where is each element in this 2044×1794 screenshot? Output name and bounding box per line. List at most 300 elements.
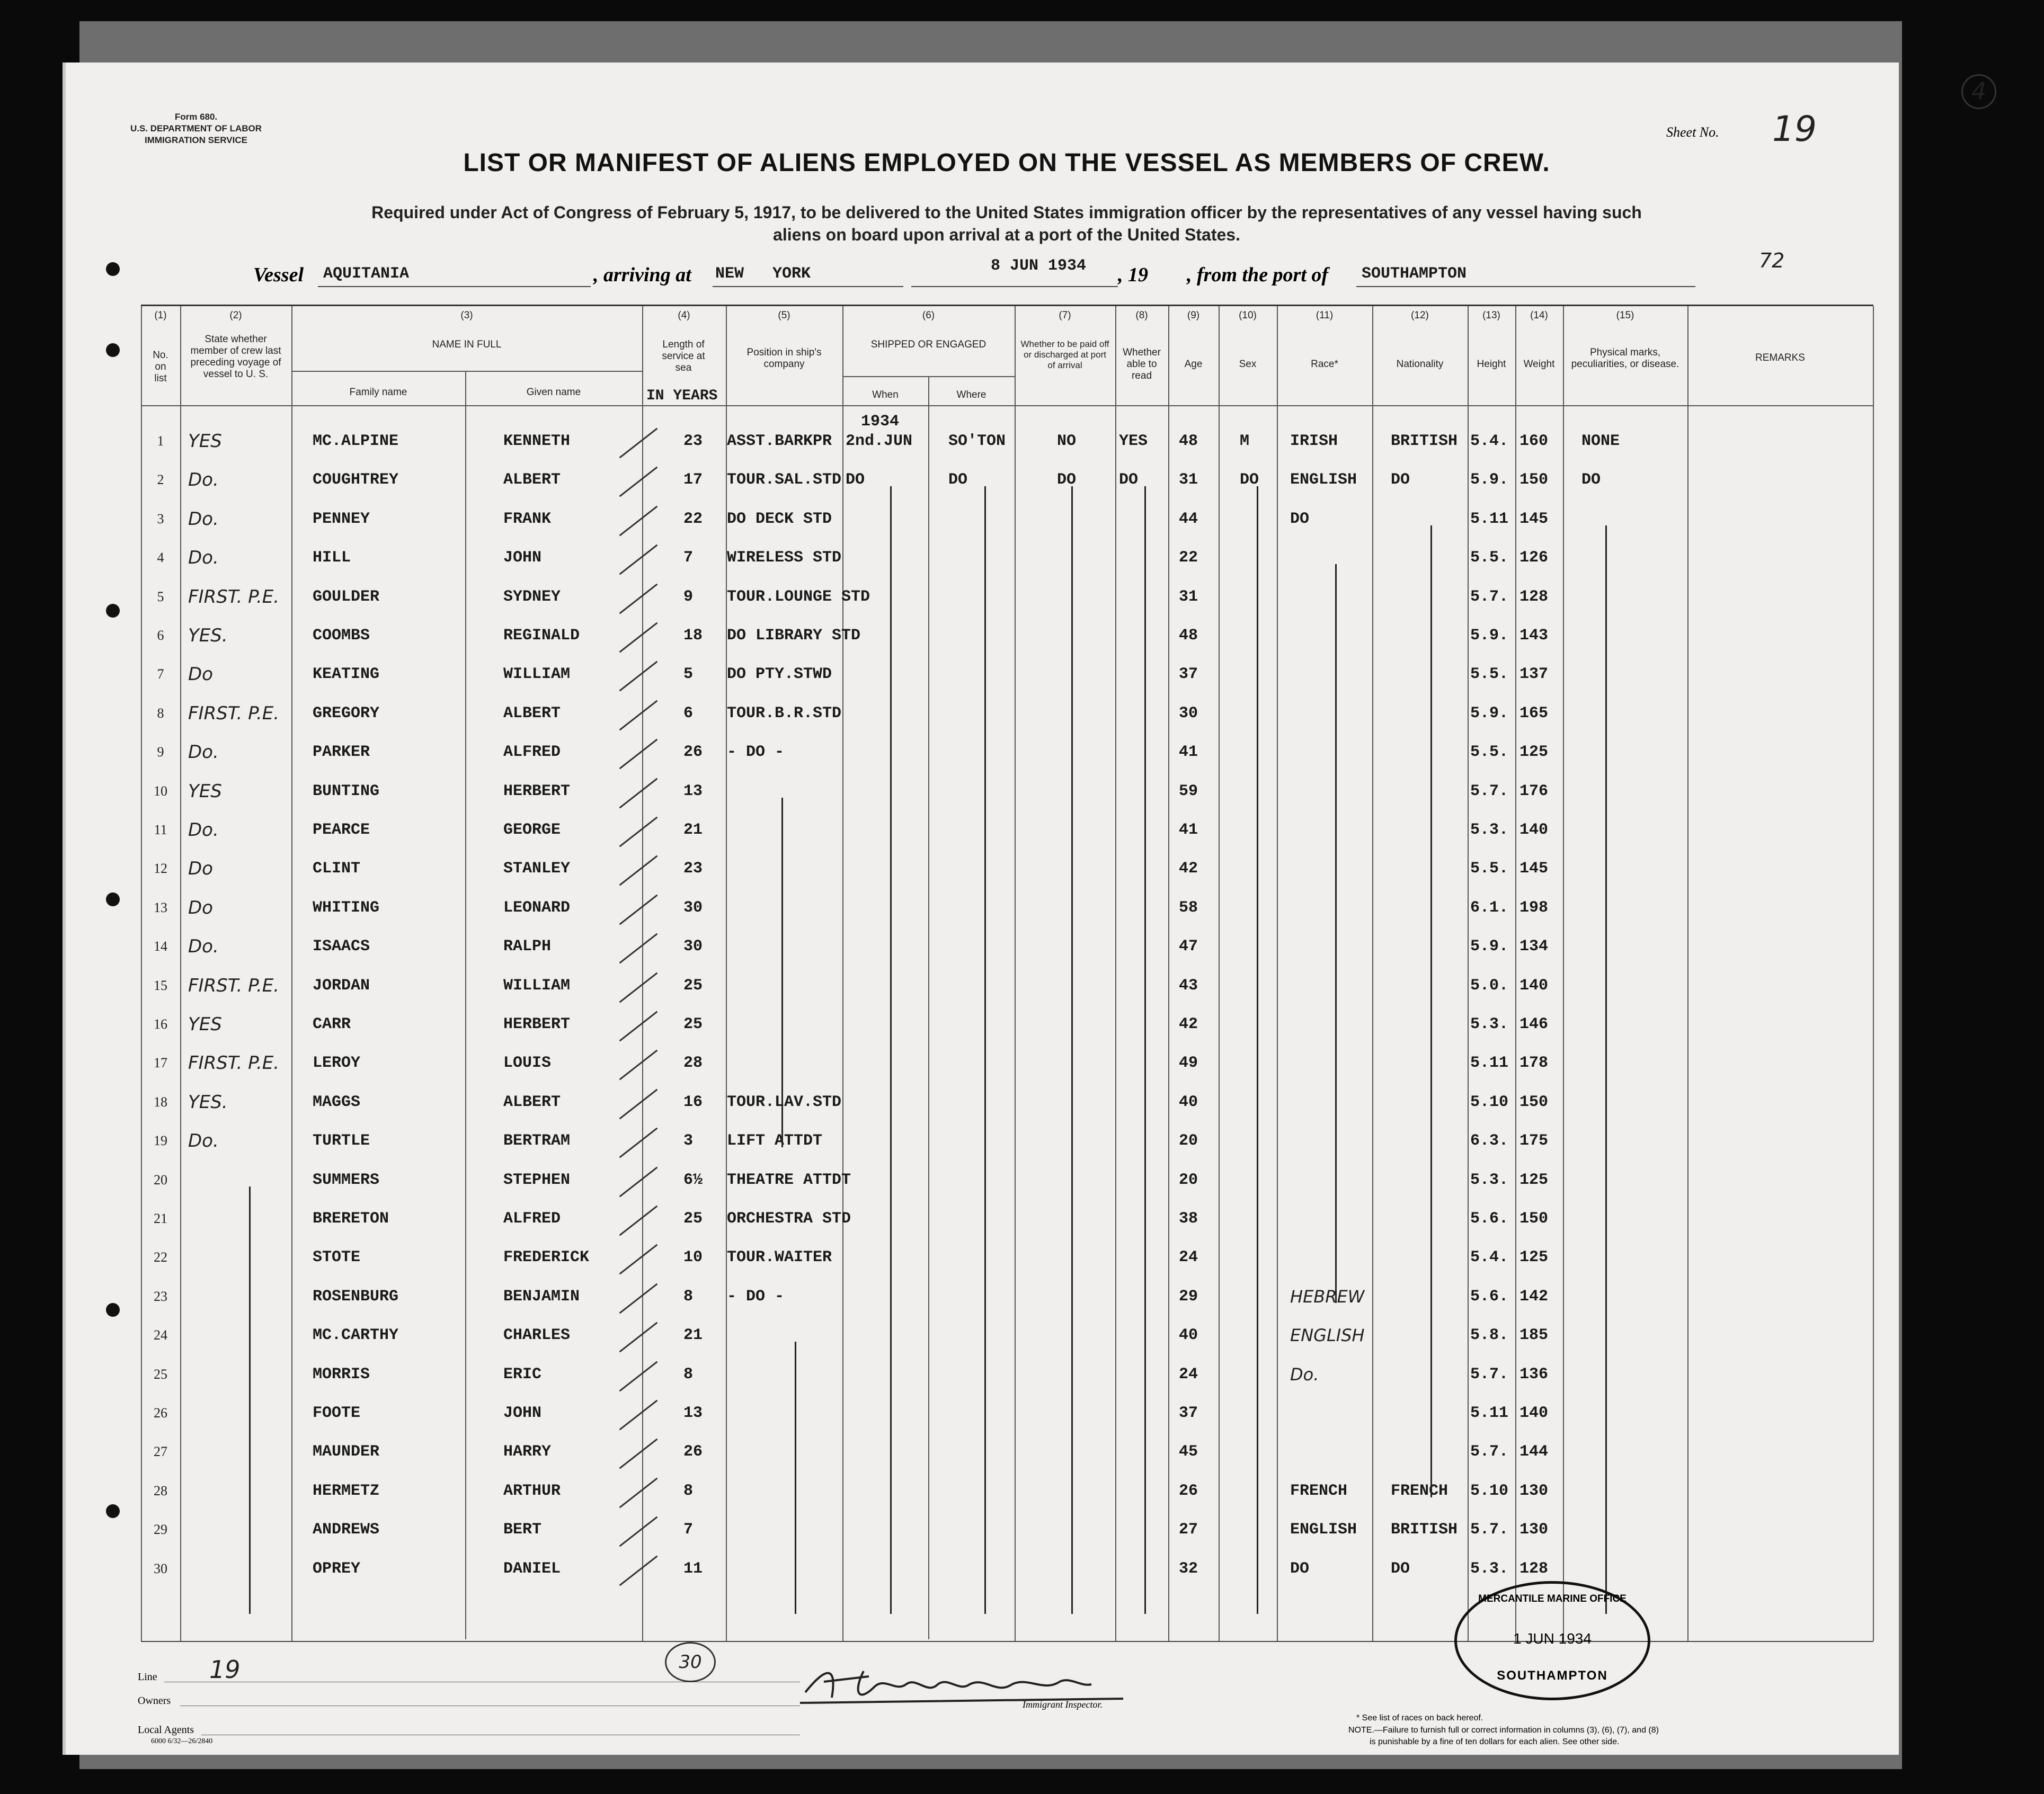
cell-weight: 125 [1519, 743, 1549, 762]
cell-age: 20 [1179, 1171, 1198, 1189]
cell-no: 8 [157, 705, 164, 721]
cell-years: 6½ [683, 1171, 703, 1189]
cell-family: WHITING [313, 898, 380, 917]
cell-height: 6.3. [1470, 1132, 1509, 1150]
cell-position: DO DECK STD [727, 510, 832, 528]
header-rule [141, 405, 1873, 406]
cell-when-year: 1934 [861, 413, 900, 431]
table-row [0, 774, 2044, 811]
cell-family: FOOTE [313, 1404, 361, 1422]
cell-family: ISAACS [313, 938, 370, 956]
cell-years: 26 [683, 1443, 703, 1461]
cell-race: DO [1290, 1559, 1310, 1578]
cell-weight: 140 [1519, 976, 1549, 995]
table-row [0, 1318, 2044, 1355]
table-row [0, 968, 2044, 1005]
cell-family: LEROY [313, 1054, 361, 1073]
shipped-header-rule [842, 376, 1015, 377]
col-num: (2) [229, 310, 242, 321]
cell-years: 8 [683, 1481, 694, 1500]
table-row [0, 1357, 2044, 1394]
ditto-line [795, 1342, 796, 1614]
cell-no: 11 [154, 822, 167, 837]
table-row [0, 1279, 2044, 1316]
cell-family: COUGHTREY [313, 471, 399, 489]
cell-nat: DO [1391, 1559, 1410, 1578]
cell-age: 44 [1179, 510, 1198, 528]
cell-height: 5.5. [1470, 549, 1509, 567]
cell-sex: M [1240, 432, 1250, 450]
cell-given: WILLIAM [503, 976, 571, 995]
cell-family: COOMBS [313, 627, 370, 645]
punch-hole [106, 343, 120, 357]
cell-paid: NO [1057, 432, 1077, 450]
cell-position: TOUR.LAV.STD [727, 1093, 842, 1111]
cell-height: 5.5. [1470, 860, 1509, 878]
cell-where: SO'TON [948, 432, 1006, 450]
cell-paid: DO [1057, 471, 1077, 489]
cell-no: 27 [154, 1444, 167, 1460]
cell-nat: BRITISH [1391, 432, 1458, 450]
stamp-top-text: MERCANTILE MARINE OFFICE [1478, 1593, 1627, 1604]
cell-race: FRENCH [1290, 1481, 1348, 1500]
cell-family: PEARCE [313, 821, 370, 839]
inspector-label: Immigrant Inspector. [1023, 1699, 1103, 1710]
cell-age: 41 [1179, 743, 1198, 762]
cell-no: 5 [157, 588, 164, 604]
cell-years: 11 [683, 1559, 703, 1578]
cell-weight: 150 [1519, 1093, 1549, 1111]
table-row [0, 462, 2044, 499]
cell-height: 5.11 [1470, 510, 1509, 528]
cell-nat: BRITISH [1391, 1521, 1458, 1539]
cell-family: HERMETZ [313, 1481, 380, 1500]
cell-age: 40 [1179, 1326, 1198, 1345]
cell-family: ROSENBURG [313, 1287, 399, 1306]
cell-height: 5.5. [1470, 665, 1509, 684]
col-num: (6) [922, 310, 935, 321]
circled-count: 30 [665, 1642, 716, 1682]
cell-position: ASST.BARKPR [727, 432, 832, 450]
col-header-age: Age [1184, 359, 1203, 370]
cell-race: ENGLISH [1290, 471, 1357, 489]
cell-weight: 137 [1519, 665, 1549, 684]
cell-years: 21 [683, 1326, 703, 1345]
cell-height: 5.3. [1470, 1171, 1509, 1189]
table-row [0, 851, 2044, 888]
cell-family: GREGORY [313, 704, 380, 722]
col-header-family: Family name [349, 387, 407, 398]
cell-years: 6 [683, 704, 694, 722]
cell-given: HARRY [503, 1443, 552, 1461]
cell-family: SUMMERS [313, 1171, 380, 1189]
cell-weight: 126 [1519, 549, 1549, 567]
col-header-shipped: SHIPPED OR ENGAGED [870, 339, 987, 350]
cell-given: JOHN [503, 549, 542, 567]
cell-weight: 175 [1519, 1132, 1549, 1150]
ditto-line [890, 486, 892, 1614]
vessel-name: AQUITANIA [323, 265, 410, 283]
cell-race: ENGLISH [1290, 1521, 1357, 1539]
table-row [0, 540, 2044, 577]
arriving-label: , arriving at [593, 264, 691, 286]
cell-given: HERBERT [503, 782, 571, 800]
col-header-marks: Physical marks, peculiarities, or disease. [1571, 347, 1679, 370]
cell-no: 15 [154, 977, 167, 993]
cell-weight: 160 [1519, 432, 1549, 450]
cell-given: ARTHUR [503, 1481, 561, 1500]
cell-height: 5.9. [1470, 704, 1509, 722]
department-name: U.S. DEPARTMENT OF LABOR [130, 123, 262, 133]
mercantile-marine-stamp [1454, 1581, 1650, 1700]
col-num: (3) [460, 310, 473, 321]
cell-given: LEONARD [503, 898, 571, 917]
cell-age: 43 [1179, 976, 1198, 995]
ditto-line [781, 798, 783, 1148]
table-row [0, 735, 2044, 772]
cell-family: MC.CARTHY [313, 1326, 399, 1345]
cell-age: 30 [1179, 704, 1198, 722]
cell-age: 20 [1179, 1132, 1198, 1150]
table-row [0, 696, 2044, 733]
table-row [0, 1201, 2044, 1238]
cell-no: 6 [157, 628, 164, 643]
cell-position: DO PTY.STWD [727, 665, 832, 684]
col-header-units: IN YEARS [646, 388, 718, 404]
cell-given: STANLEY [503, 860, 571, 878]
cell-age: 45 [1179, 1443, 1198, 1461]
cell-height: 5.8. [1470, 1326, 1509, 1345]
cell-weight: 128 [1519, 587, 1549, 606]
cell-weight: 134 [1519, 938, 1549, 956]
cell-family: OPREY [313, 1559, 361, 1578]
col-header-where: Where [956, 389, 987, 400]
cell-weight: 136 [1519, 1365, 1549, 1384]
cell-crew: Do. [188, 1130, 219, 1152]
cell-no: 7 [157, 666, 164, 682]
cell-height: 5.7. [1470, 782, 1509, 800]
col-num: (9) [1187, 310, 1200, 321]
cell-age: 27 [1179, 1521, 1198, 1539]
cell-family: CARR [313, 1015, 351, 1033]
subtitle-line-1: Required under Act of Congress of February 5, 1917, to be delivered to the United States immigration officer by the representatives of any vessel having such [371, 203, 1642, 222]
cell-height: 5.0. [1470, 976, 1509, 995]
cell-family: GOULDER [313, 587, 380, 606]
cell-height: 5.7. [1470, 1443, 1509, 1461]
table-row [0, 1163, 2044, 1200]
cell-height: 5.4. [1470, 1248, 1509, 1267]
cell-weight: 140 [1519, 821, 1549, 839]
cell-weight: 142 [1519, 1287, 1549, 1306]
table-row [0, 579, 2044, 617]
punch-hole [106, 262, 120, 276]
cell-no: 14 [154, 939, 167, 954]
cell-weight: 176 [1519, 782, 1549, 800]
races-note: * See list of races on back hereof. [1356, 1713, 1483, 1722]
cell-position: LIFT ATTDT [727, 1132, 823, 1150]
cell-family: BUNTING [313, 782, 380, 800]
cell-when: 2nd.JUN [846, 432, 913, 450]
corner-mark: 72 [1759, 249, 1785, 272]
cell-height: 5.9. [1470, 938, 1509, 956]
cell-position: TOUR.LOUNGE STD [727, 587, 870, 606]
cell-given: REGINALD [503, 627, 580, 645]
table-row [0, 1396, 2044, 1433]
cell-age: 49 [1179, 1054, 1198, 1073]
form-number: Form 680. [174, 112, 218, 122]
form-id-block [119, 111, 273, 146]
cell-no: 28 [154, 1483, 167, 1498]
subtitle-line-2: aliens on board upon arrival at a port of the United States. [773, 225, 1240, 244]
table-row [0, 618, 2044, 655]
cell-no: 2 [157, 472, 164, 488]
cell-crew: FIRST. P.E. [188, 702, 280, 724]
ditto-line [1257, 486, 1258, 1614]
col-num: (11) [1316, 310, 1334, 321]
cell-age: 42 [1179, 1015, 1198, 1033]
cell-no: 21 [154, 1211, 167, 1226]
line-value: 19 [209, 1655, 241, 1684]
cell-position: ORCHESTRA STD [727, 1210, 851, 1228]
col-header-no: No. on list [153, 350, 168, 384]
cell-family: STOTE [313, 1248, 361, 1267]
cell-years: 7 [683, 549, 694, 567]
cell-years: 10 [683, 1248, 703, 1267]
cell-age: 37 [1179, 665, 1198, 684]
name-header-rule [291, 371, 642, 372]
cell-age: 26 [1179, 1481, 1198, 1500]
cell-given: RALPH [503, 938, 552, 956]
cell-crew: Do [188, 664, 213, 685]
cell-crew: FIRST. P.E. [188, 975, 280, 996]
cell-no: 26 [154, 1405, 167, 1421]
cell-years: 16 [683, 1093, 703, 1111]
cell-weight: 125 [1519, 1171, 1549, 1189]
cell-no: 1 [157, 433, 164, 449]
cell-given: BERTRAM [503, 1132, 571, 1150]
cell-family: MAGGS [313, 1093, 361, 1111]
cell-weight: 150 [1519, 471, 1549, 489]
cell-years: 25 [683, 1015, 703, 1033]
cell-where: DO [948, 471, 968, 489]
cell-crew: YES [188, 1014, 222, 1035]
col-num: (7) [1059, 310, 1071, 321]
cell-crew: Do. [188, 547, 219, 569]
cell-family: TURTLE [313, 1132, 370, 1150]
arrival-port: NEW YORK [715, 265, 811, 283]
cell-years: 23 [683, 432, 703, 450]
cell-age: 22 [1179, 549, 1198, 567]
cell-years: 25 [683, 1210, 703, 1228]
cell-crew: Do [188, 897, 213, 918]
cell-given: ERIC [503, 1365, 542, 1384]
cell-years: 13 [683, 782, 703, 800]
cell-age: 48 [1179, 432, 1198, 450]
cell-height: 5.10 [1470, 1093, 1509, 1111]
cell-crew: YES [188, 780, 222, 802]
cell-years: 30 [683, 938, 703, 956]
cell-weight: 145 [1519, 860, 1549, 878]
cell-family: KEATING [313, 665, 380, 684]
ditto-line [1144, 486, 1146, 1614]
ditto-line [1335, 564, 1337, 1303]
cell-race: HEBREW [1290, 1286, 1365, 1307]
table-row [0, 1512, 2044, 1549]
cell-family: CLINT [313, 860, 361, 878]
cell-weight: 128 [1519, 1559, 1549, 1578]
cell-family: MAUNDER [313, 1443, 380, 1461]
cell-position: TOUR.SAL.STD [727, 471, 842, 489]
cell-height: 5.3. [1470, 1015, 1509, 1033]
cell-height: 5.10 [1470, 1481, 1509, 1500]
cell-crew: Do [188, 858, 213, 880]
cell-age: 37 [1179, 1404, 1198, 1422]
col-header-sex: Sex [1239, 359, 1257, 370]
cell-no: 18 [154, 1094, 167, 1110]
line-label: Line [138, 1671, 157, 1683]
col-header-read: Whether able to read [1123, 347, 1161, 381]
cell-crew: FIRST. P.E. [188, 586, 280, 608]
cell-given: STEPHEN [503, 1171, 571, 1189]
sheet-number: 19 [1772, 109, 1817, 149]
table-row [0, 657, 2044, 694]
cell-weight: 198 [1519, 898, 1549, 917]
cell-no: 20 [154, 1172, 167, 1188]
table-row [0, 1085, 2044, 1122]
cell-weight: 165 [1519, 704, 1549, 722]
table-row [0, 813, 2044, 850]
departure-port: SOUTHAMPTON [1362, 265, 1467, 283]
cell-years: 21 [683, 821, 703, 839]
cell-years: 28 [683, 1054, 703, 1073]
cell-no: 13 [154, 899, 167, 915]
cell-given: GEORGE [503, 821, 561, 839]
cell-height: 5.6. [1470, 1210, 1509, 1228]
cell-years: 22 [683, 510, 703, 528]
col-num: (4) [678, 310, 690, 321]
agents-label: Local Agents [138, 1724, 194, 1736]
cell-crew: YES. [188, 1091, 228, 1113]
col-header-nationality: Nationality [1396, 359, 1444, 370]
cell-age: 31 [1179, 587, 1198, 606]
cell-given: KENNETH [503, 432, 571, 450]
cell-race: IRISH [1290, 432, 1338, 450]
col-num: (14) [1530, 310, 1548, 321]
cell-years: 3 [683, 1132, 694, 1150]
cell-crew: Do. [188, 469, 219, 491]
print-code: 6000 6/32—26/2840 [151, 1737, 213, 1745]
col-header-weight: Weight [1523, 359, 1555, 370]
cell-given: BENJAMIN [503, 1287, 580, 1306]
col-header-name: NAME IN FULL [432, 339, 502, 350]
page-mark: 4 [1961, 74, 1996, 109]
table-row [0, 502, 2044, 539]
cell-years: 8 [683, 1287, 694, 1306]
cell-crew: Do. [188, 936, 219, 958]
table-row [0, 890, 2044, 927]
cell-family: MORRIS [313, 1365, 370, 1384]
cell-given: SYDNEY [503, 587, 561, 606]
ditto-line [1605, 525, 1607, 1614]
cell-no: 30 [154, 1560, 167, 1576]
cell-height: 5.7. [1470, 1365, 1509, 1384]
cell-no: 23 [154, 1288, 167, 1304]
cell-age: 47 [1179, 938, 1198, 956]
cell-race: ENGLISH [1290, 1325, 1365, 1346]
page-subtitle [201, 201, 1812, 246]
cell-crew: FIRST. P.E. [188, 1052, 280, 1074]
service-name: IMMIGRATION SERVICE [145, 135, 247, 145]
cell-marks: DO [1581, 471, 1601, 489]
cell-family: JORDAN [313, 976, 370, 995]
cell-weight: 130 [1519, 1481, 1549, 1500]
cell-family: BRERETON [313, 1210, 389, 1228]
cell-years: 17 [683, 471, 703, 489]
cell-age: 31 [1179, 471, 1198, 489]
cell-crew: Do. [188, 819, 219, 841]
ditto-line [1430, 525, 1432, 1497]
ditto-line [249, 1186, 251, 1614]
cell-height: 5.7. [1470, 587, 1509, 606]
cell-age: 48 [1179, 627, 1198, 645]
from-underline [1356, 286, 1695, 287]
cell-no: 9 [157, 744, 164, 760]
cell-no: 22 [154, 1249, 167, 1265]
cell-age: 59 [1179, 782, 1198, 800]
cell-given: BERT [503, 1521, 542, 1539]
cell-weight: 185 [1519, 1326, 1549, 1345]
vessel-underline [318, 286, 591, 287]
cell-height: 5.3. [1470, 821, 1509, 839]
cell-no: 10 [154, 783, 167, 799]
stamp-bottom-text: SOUTHAMPTON [1497, 1668, 1608, 1683]
cell-height: 5.7. [1470, 1521, 1509, 1539]
col-header-remarks: REMARKS [1755, 352, 1805, 363]
cell-years: 26 [683, 743, 703, 762]
cell-weight: 130 [1519, 1521, 1549, 1539]
cell-position: TOUR.WAITER [727, 1248, 832, 1267]
ditto-line [1071, 486, 1073, 1614]
from-label: , from the port of [1187, 264, 1329, 286]
cell-no: 19 [154, 1133, 167, 1149]
cell-height: 5.9. [1470, 471, 1509, 489]
ditto-line [984, 486, 986, 1614]
cell-height: 5.5. [1470, 743, 1509, 762]
cell-years: 9 [683, 587, 694, 606]
cell-read: DO [1119, 471, 1139, 489]
arrival-date: 8 JUN 1934 [991, 257, 1087, 275]
cell-crew: Do. [188, 508, 219, 530]
year-label: , 19 [1118, 264, 1148, 286]
cell-years: 7 [683, 1521, 694, 1539]
col-header-service: Length of service at sea [662, 339, 705, 373]
col-num: (15) [1616, 310, 1634, 321]
cell-family: PARKER [313, 743, 370, 762]
sheet-label: Sheet No. [1666, 124, 1719, 140]
cell-given: FREDERICK [503, 1248, 590, 1267]
stamp-date: 1 JUN 1934 [1513, 1630, 1592, 1647]
cell-height: 5.6. [1470, 1287, 1509, 1306]
col-num: (8) [1135, 310, 1148, 321]
col-num: (5) [778, 310, 790, 321]
cell-position: WIRELESS STD [727, 549, 842, 567]
cell-race: Do. [1290, 1364, 1319, 1385]
cell-weight: 125 [1519, 1248, 1549, 1267]
cell-age: 42 [1179, 860, 1198, 878]
cell-weight: 146 [1519, 1015, 1549, 1033]
cell-age: 24 [1179, 1248, 1198, 1267]
cell-height: 5.3. [1470, 1559, 1509, 1578]
